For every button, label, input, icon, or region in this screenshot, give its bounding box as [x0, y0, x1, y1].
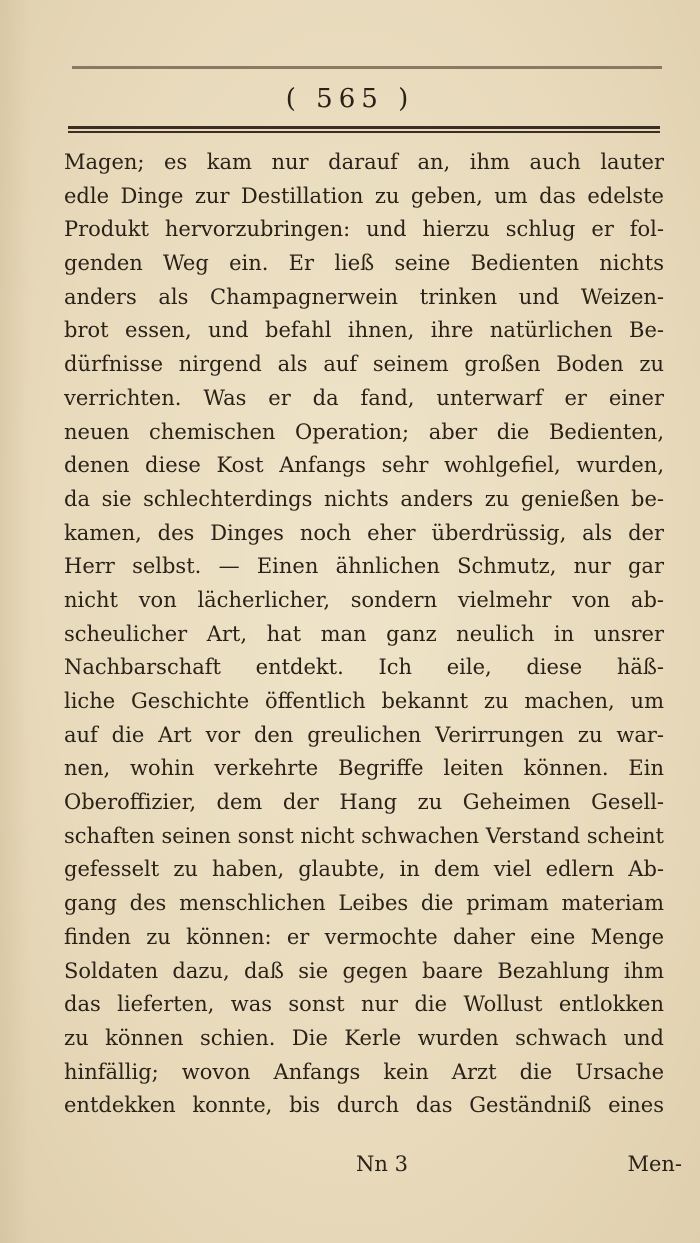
text-line: edle Dinge zur Destillation zu geben, um das edelste — [64, 183, 664, 208]
text-line: kamen, des Dinges noch eher überdrüssig, als der — [64, 520, 664, 545]
text-line: dürfnisse nirgend als auf seinem großen Boden zu — [64, 352, 664, 377]
text-line: scheulicher Art, hat man ganz neulich in unsrer — [64, 621, 664, 646]
page-number: ( 565 ) — [285, 84, 415, 114]
text-line: das lieferten, was sonst nur die Wollust entlokken — [64, 992, 664, 1017]
text-line: verrichten. Was er da fand, unterwarf er einer — [64, 385, 664, 410]
text-line: liche Geschichte öffentlich bekannt zu machen, um — [64, 689, 664, 713]
text-line: hinfällig; wovon Anfangs kein Arzt die Ursache — [64, 1059, 664, 1084]
page-edge-shadow — [0, 0, 30, 1243]
text-line: schaften seinen sonst nicht schwachen Verstand scheint — [64, 823, 664, 848]
text-line: Magen; es kam nur darauf an, ihm auch lauter — [64, 150, 664, 174]
text-line: Soldaten dazu, daß sie gegen baare Bezahlung ihm — [64, 958, 664, 983]
page-footer — [0, 1152, 700, 1186]
text-line: neuen chemischen Operation; aber die Bedienten, — [64, 419, 664, 444]
text-line: nen, wohin verkehrte Begriffe leiten können. Ein — [64, 756, 664, 781]
text-line: anders als Champagnerwein trinken und Weizen- — [64, 284, 664, 309]
top-rule — [72, 66, 662, 69]
catchword: Men- — [627, 1152, 682, 1176]
text-line: gefesselt zu haben, glaubte, in dem viel edlern Ab- — [64, 857, 664, 882]
text-line: denen diese Kost Anfangs sehr wohlgefiel, wurden, — [64, 453, 664, 478]
text-line: genden Weg ein. Er ließ seine Bedienten nichts — [64, 251, 664, 276]
text-line: gang des menschlichen Leibes die primam materiam — [64, 891, 664, 916]
text-line: da sie schlechterdings nichts anders zu genießen be- — [64, 486, 664, 511]
text-line: entdekken konnte, bis durch das Geständniß eines — [64, 1093, 664, 1118]
text-line: finden zu können: er vermochte daher eine Menge — [64, 924, 664, 949]
body-text — [64, 146, 664, 1123]
text-line: Herr selbst. — Einen ähnlichen Schmutz, nur gar — [64, 554, 664, 579]
text-line: auf die Art vor den greulichen Verirrungen zu war- — [64, 722, 664, 747]
signature-mark: Nn 3 — [356, 1152, 408, 1176]
text-line: Oberoffizier, dem der Hang zu Geheimen Gesell- — [64, 790, 664, 815]
text-line: nicht von lächerlicher, sondern vielmehr von ab- — [64, 587, 664, 612]
text-line: brot essen, und befahl ihnen, ihre natürlichen Be- — [64, 318, 664, 343]
text-line: Nachbarschaft entdekt. Ich eile, diese häß- — [64, 655, 664, 680]
text-line: Produkt hervorzubringen: und hierzu schlug er fol- — [64, 217, 664, 242]
header-double-rule — [68, 126, 660, 133]
text-line: zu können schien. Die Kerle wurden schwach und — [64, 1025, 664, 1050]
